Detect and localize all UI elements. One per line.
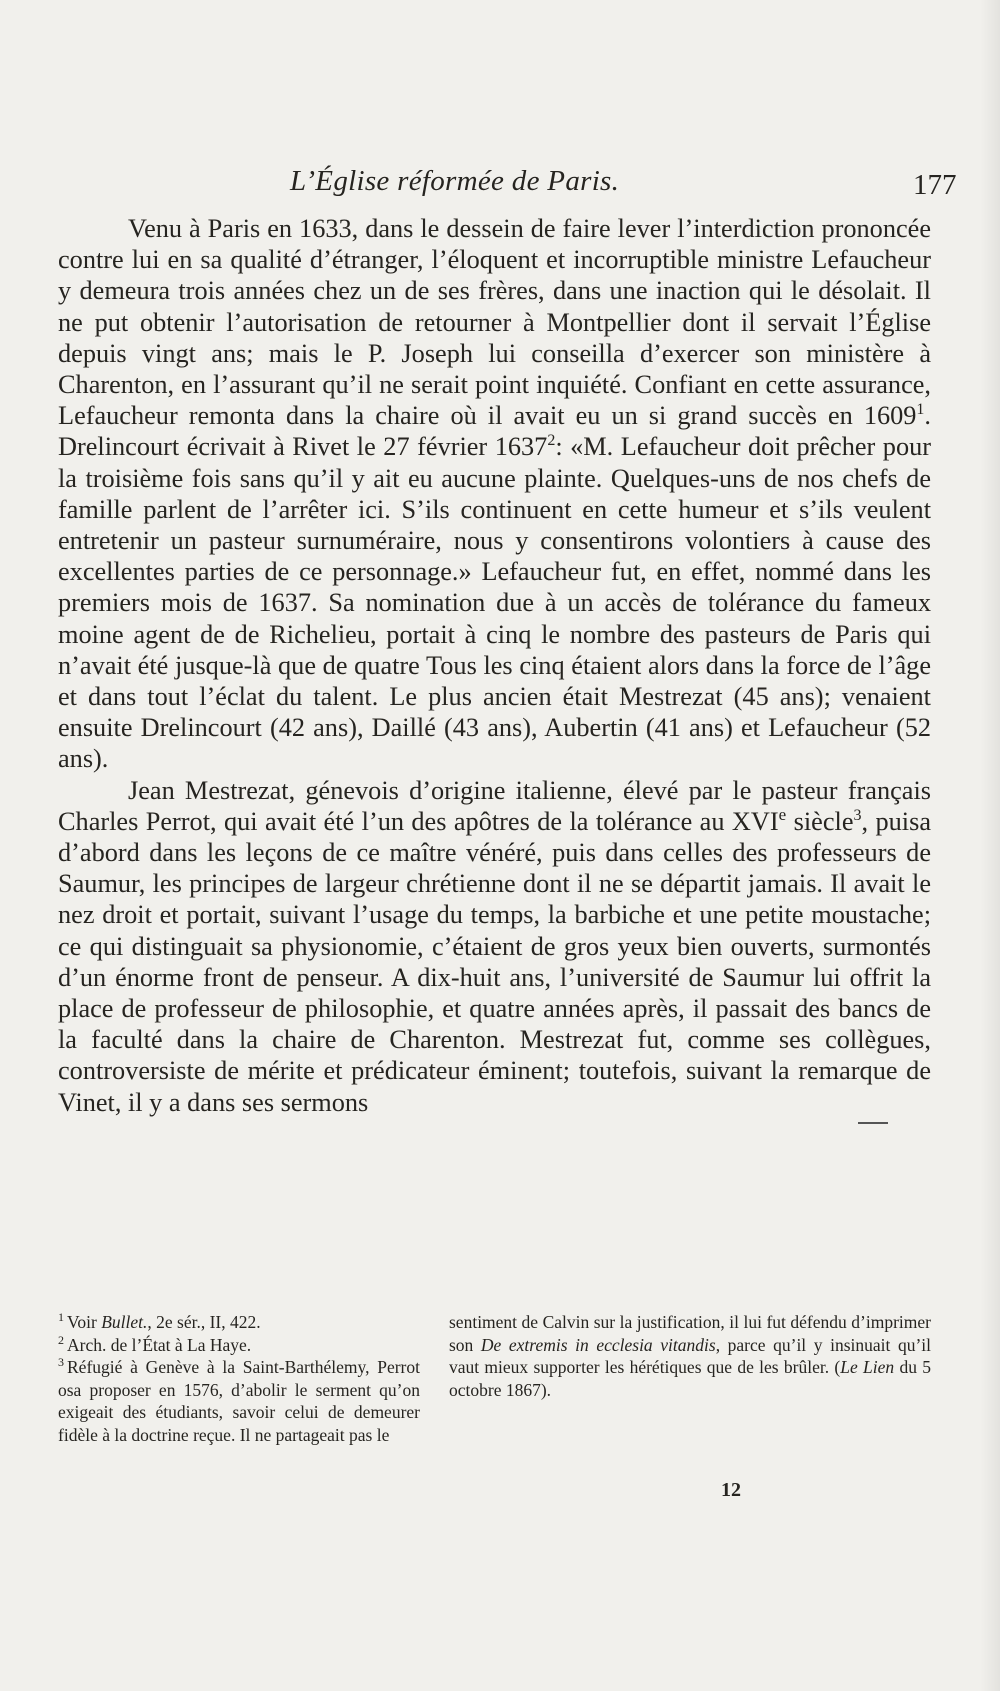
footnotes-left-column: [58, 1311, 420, 1446]
footnote-3-text: Réfugié à Genève à la Saint-Barthélemy, Perrot osa proposer en 1576, d’abolir le serment qu’on exigeait des étudiants, savoir celui de demeurer fidèle à la doctrine reçue. Il ne partageait pas le: [58, 1357, 420, 1445]
century-superscript: e: [778, 805, 787, 825]
footnote-1-text-b: , 2e sér., II, 422.: [147, 1312, 261, 1332]
footnote-3: [58, 1356, 420, 1446]
footnote-2-text: Arch. de l’État à La Haye.: [67, 1334, 252, 1355]
paragraph-2: [58, 775, 931, 1118]
footnote-1-number: 1: [58, 1310, 64, 1325]
footnote-ref-3: 3: [853, 807, 862, 825]
body-text: [58, 213, 931, 1118]
paragraph-2-part-b: siècle: [786, 806, 854, 836]
footnote-1-italic: Bullet.: [101, 1312, 148, 1332]
footnote-3-cont-italic-source: Le Lien: [840, 1357, 895, 1377]
footnote-ref-1: 1: [916, 401, 925, 419]
footnote-3-cont-a: sentiment de Calvin sur la justification, il lui fut défendu d’imprimer son: [449, 1312, 931, 1355]
signature-mark: 12: [721, 1479, 741, 1501]
footnote-3-continued: [449, 1311, 931, 1401]
paragraph-1-part-c: : «M. Lefaucheur doit prêcher pour la troisième fois sans qu’il y ait eu aucune plainte. Quelques-uns de nos chefs de famille parlent de l’arrêter ici. S’ils continuent en cette humeur et s’ils veulent entretenir un pasteur surnuméraire, nous y consentirons volontiers à cause des excellentes parties de ce personnage.» Lefaucheur fut, en effet, nommé dans les premiers mois de 1637. Sa nomination due à un accès de tolérance du fameux moine agent de de Richelieu, portait à cinq le nombre des pasteurs de Paris qui n’avait été jusque-là que de quatre Tous les cinq étaient alors dans la force de l’âge et dans tout l’éclat du talent. Le plus ancien était Mestrezat (45 ans); venaient ensuite Drelincourt (42 ans), Daillé (43 ans), Aubertin (41 ans) et Lefaucheur (52 ans).: [58, 432, 931, 774]
paragraph-1: [58, 213, 931, 775]
paragraph-1-part-a: Venu à Paris en 1633, dans le dessein de faire lever l’interdiction prononcée contre lui en sa qualité d’étranger, l’éloquent et incorruptible ministre Lefaucheur y demeura trois années chez un de ses frères, dans une inaction qui le désolait. Il ne put obtenir l’autorisation de retourner à Montpellier dont il servait l’Église depuis vingt ans; mais le P. Joseph lui conseilla d’exercer son ministère à Charenton, en l’assurant qu’il ne serait point inquiété. Confiant en cette assurance, Lefaucheur remonta dans la chaire où il avait eu un si grand succès en 1609: [58, 214, 931, 431]
running-title: L’Église réformée de Paris.: [290, 165, 620, 197]
footnote-3-cont-b: , parce qu’il y insinuait qu’il vaut mieux supporter les hérétiques que de les brûler. (: [449, 1334, 932, 1377]
paragraph-1-part-b: . Drelincourt écrivait à Rivet le 27 février 1637: [58, 401, 931, 462]
paragraph-2-part-c: , puisa d’abord dans les leçons de ce maître vénéré, puis dans celles des professeurs de Saumur, les principes de largeur chrétienne dont il ne se départit jamais. Il avait le nez droit et portait, suivant l’usage du temps, la barbiche et une petite moustache; ce qui distinguait sa physionomie, c’étaient de gros yeux bien ouverts, surmontés d’un énorme front de penseur. A dix-huit ans, l’université de Saumur lui offrit la place de professeur de philosophie, et quatre années après, il passait des bancs de la faculté dans la chaire de Charenton. Mestrezat fut, comme ses collègues, controversiste de mérite et prédicateur éminent; toutefois, suivant la remarque de Vinet, il y a dans ses sermons: [58, 806, 932, 1117]
paragraph-2-part-a: Jean Mestrezat, génevois d’origine italienne, élevé par le pasteur français Charles Perrot, qui avait été l’un des apôtres de la tolérance au XVI: [58, 775, 931, 836]
footnote-3-cont-italic-title: De extremis in ecclesia vitandis: [480, 1334, 716, 1355]
footnote-3-number: 3: [58, 1355, 64, 1370]
page-number: 177: [913, 169, 957, 201]
margin-dash: [858, 1122, 888, 1124]
footnote-3-cont-c: du 5 octobre 1867).: [449, 1357, 931, 1400]
footnote-1: [58, 1311, 420, 1334]
footnotes-right-column: [449, 1311, 931, 1401]
footnote-2: [58, 1334, 420, 1357]
footnote-1-text-a: Voir: [67, 1312, 102, 1332]
footnote-2-number: 2: [58, 1332, 64, 1347]
page-edge-shadow: [980, 0, 1000, 1691]
page-header: [0, 165, 1000, 205]
footnote-ref-2: 2: [547, 432, 556, 450]
